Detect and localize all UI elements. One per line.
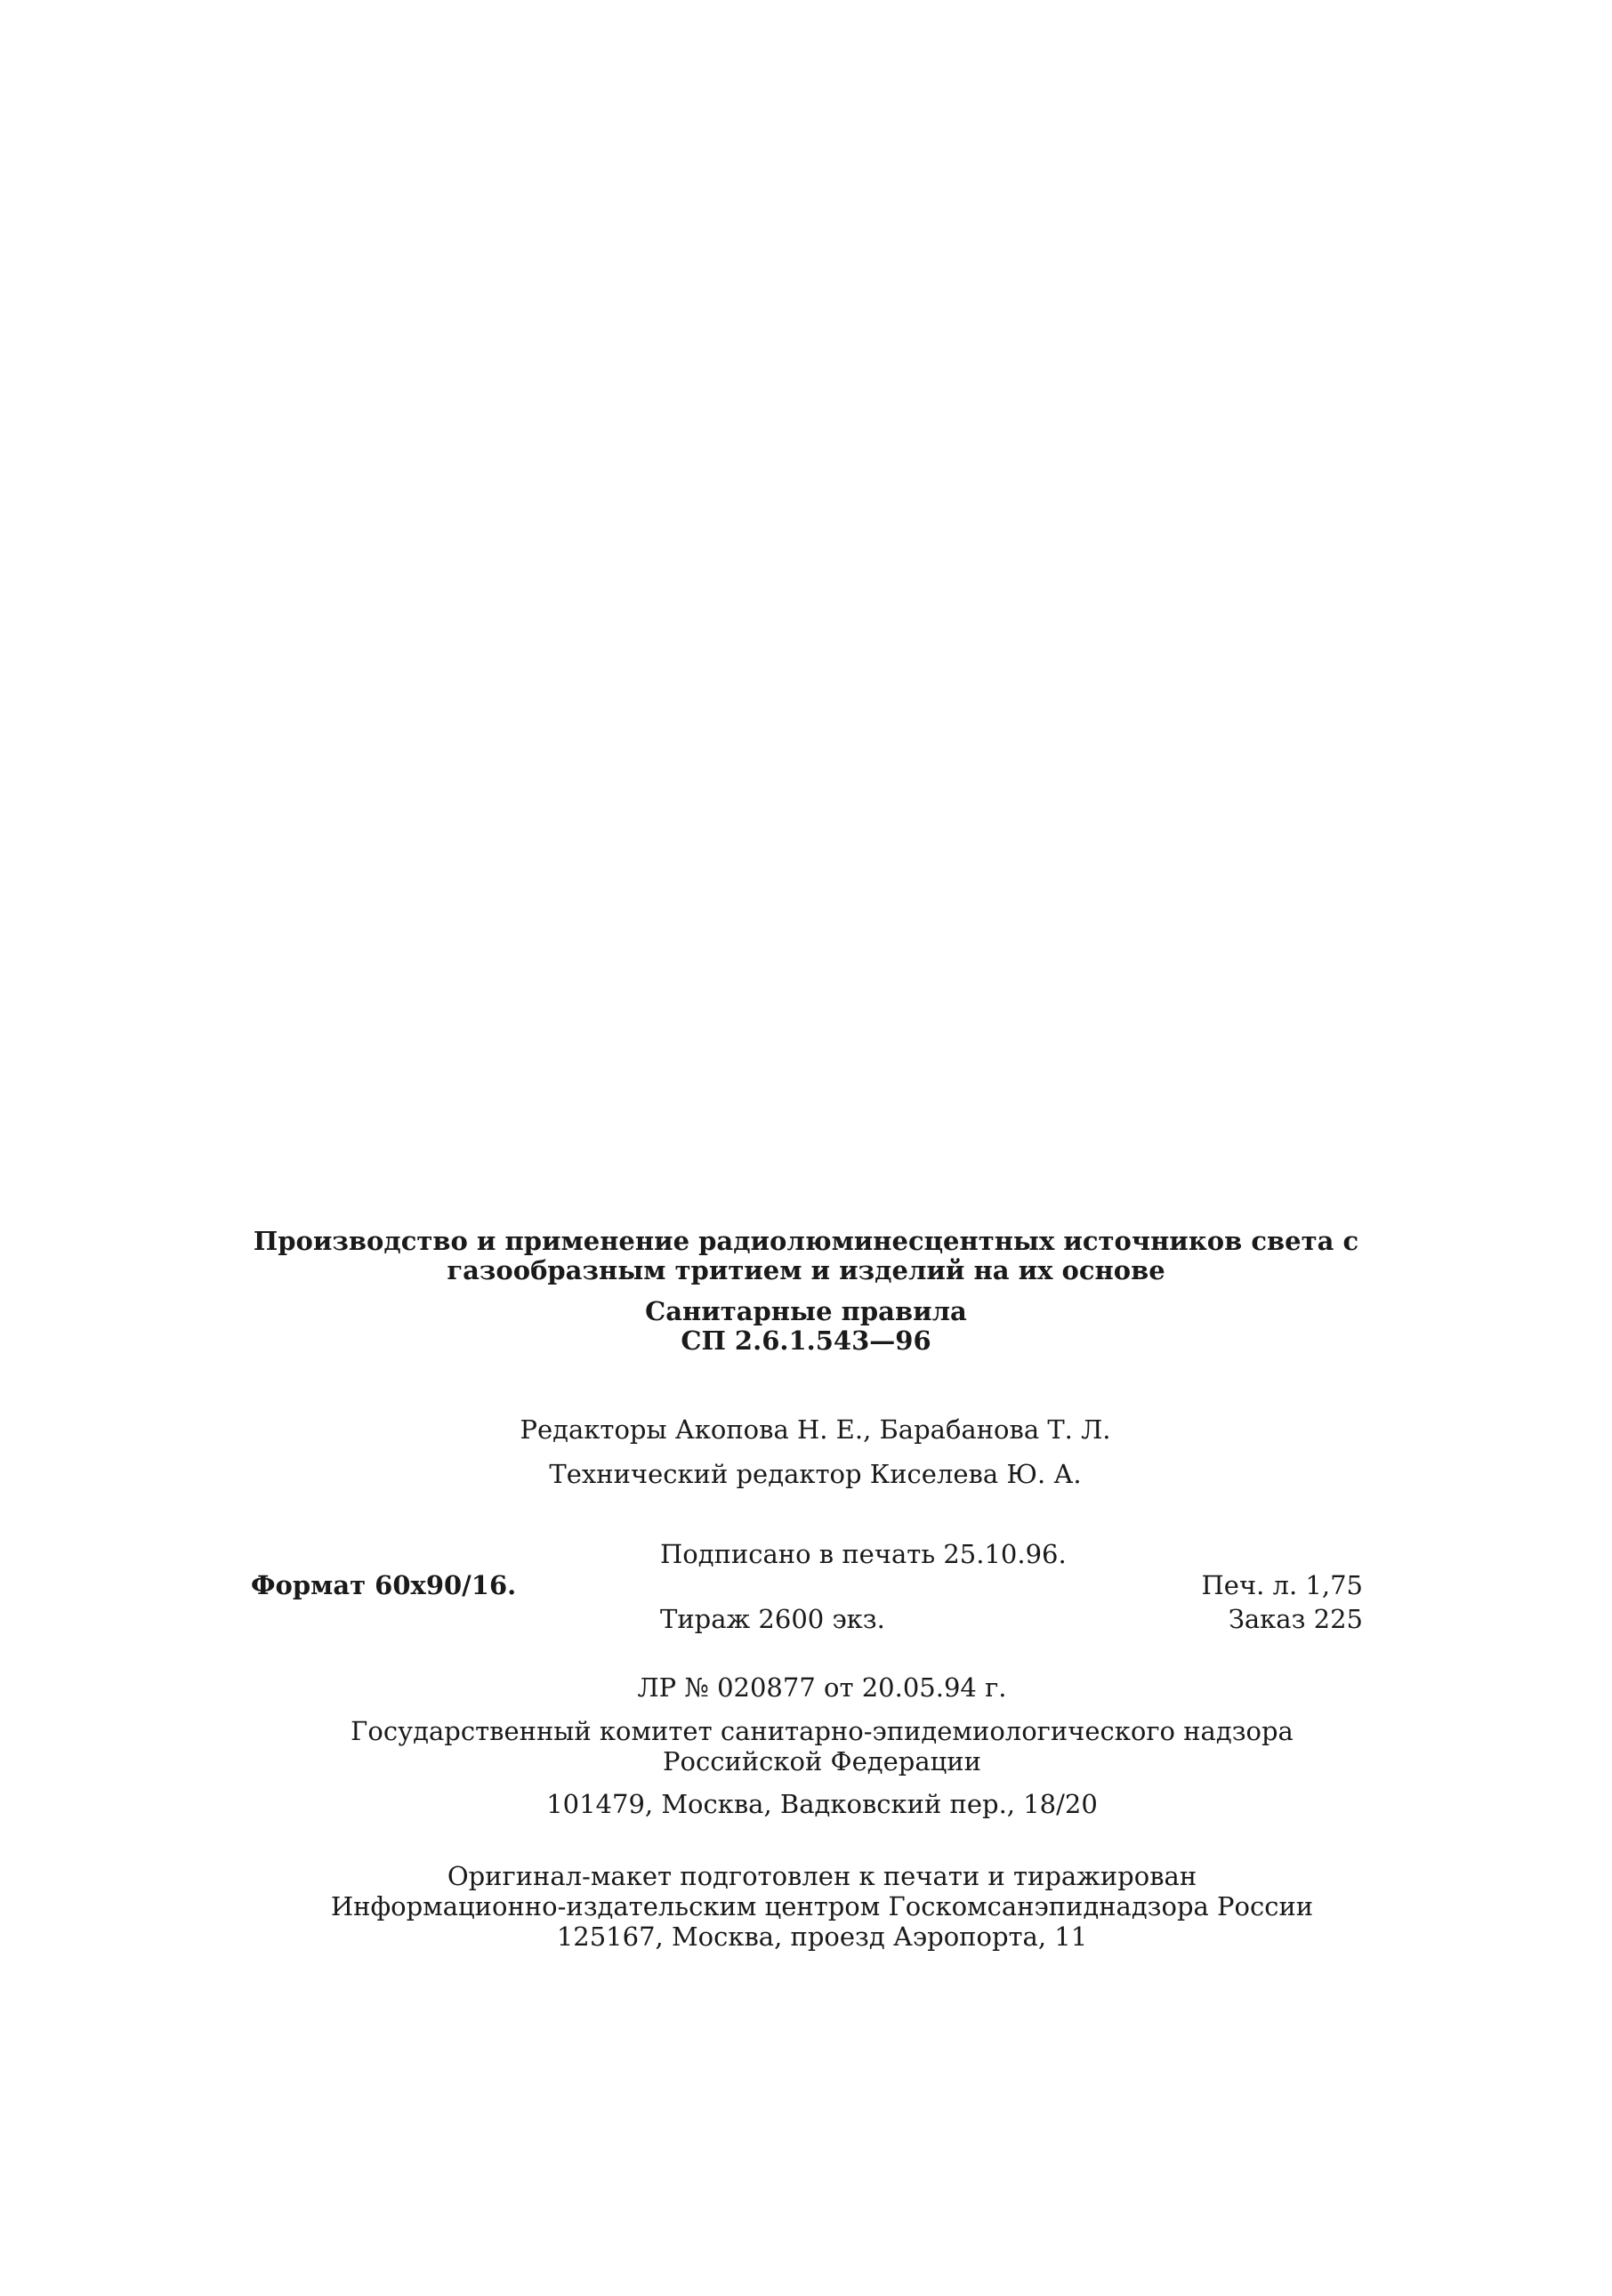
- printer-line-1: Оригинал-макет подготовлен к печати и тиражирован: [447, 1861, 1197, 1891]
- publisher-address: 101479, Москва, Вадковский пер., 18/20: [546, 1789, 1098, 1819]
- technical-editor-line: Технический редактор Киселева Ю. А.: [549, 1459, 1082, 1489]
- document-title-line-2: газообразным тритием и изделий на их основе: [447, 1255, 1165, 1285]
- paper-format: Формат 60х90/16.: [251, 1570, 517, 1600]
- document-code: СП 2.6.1.543—96: [681, 1325, 931, 1356]
- license-line: ЛР № 020877 от 20.05.94 г.: [637, 1672, 1007, 1703]
- printed-sheets: Печ. л. 1,75: [1201, 1570, 1363, 1600]
- printer-line-2: Информационно-издательским центром Госкомсанэпиднадзора России: [330, 1891, 1314, 1921]
- signed-to-print: Подписано в печать 25.10.96.: [660, 1539, 1067, 1569]
- circulation: Тираж 2600 экз.: [660, 1604, 885, 1634]
- editors-line: Редакторы Акопова Н. Е., Барабанова Т. Л.: [520, 1414, 1111, 1445]
- publisher-name-line-1: Государственный комитет санитарно-эпидемиологического надзора: [351, 1716, 1294, 1746]
- document-subtitle: Санитарные правила: [645, 1296, 967, 1326]
- document-title-line-1: Производство и применение радиолюминесцентных источников света с: [253, 1226, 1359, 1256]
- printer-address: 125167, Москва, проезд Аэропорта, 11: [556, 1921, 1088, 1952]
- order-number: Заказ 225: [1228, 1604, 1363, 1634]
- publisher-name-line-2: Российской Федерации: [663, 1746, 981, 1776]
